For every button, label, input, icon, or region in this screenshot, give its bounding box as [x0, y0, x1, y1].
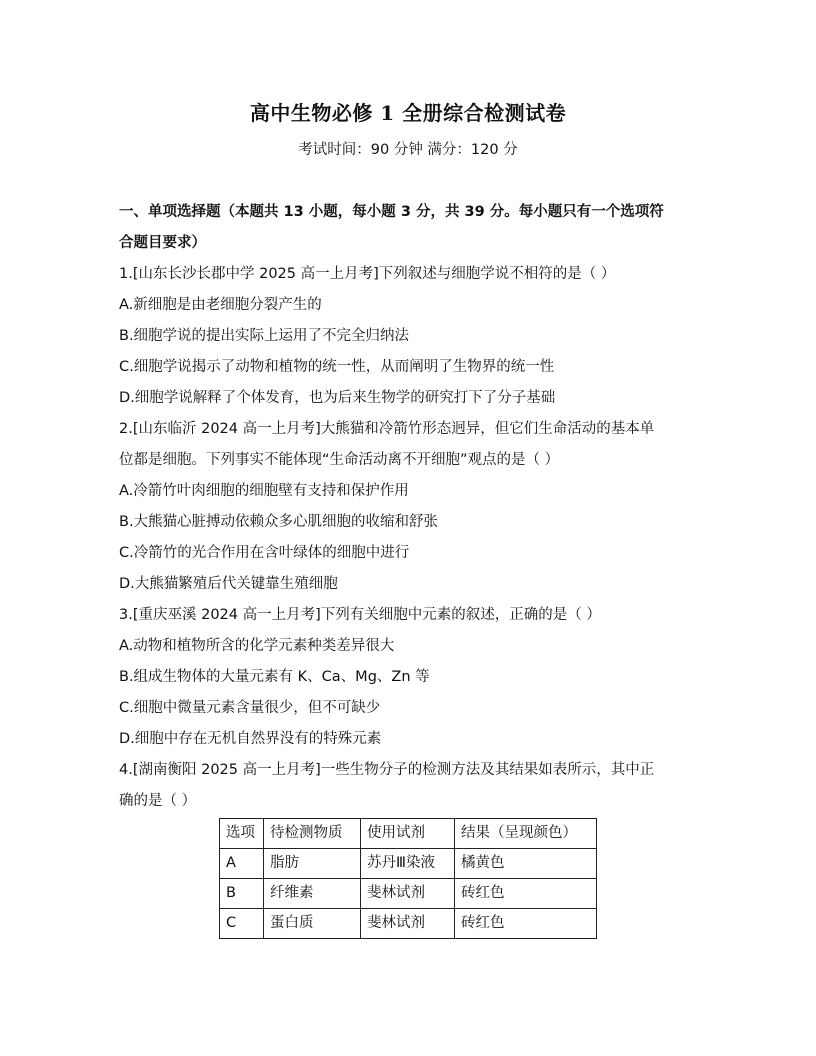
- table-header-cell: 使用试剂: [361, 819, 455, 849]
- table-cell: C: [220, 909, 264, 939]
- option-b: B.细胞学说的提出实际上运用了不完全归纳法: [119, 328, 410, 344]
- question-stem-continued: 位都是细胞。下列事实不能体现“生命活动离不开细胞”观点的是（ ）: [119, 452, 560, 468]
- table-cell: 纤维素: [264, 879, 361, 909]
- question-3: [119, 600, 709, 755]
- option-b: B.大熊猫心脏搏动依赖众多心肌细胞的收缩和舒张: [119, 514, 439, 530]
- table-cell: 砖红色: [455, 879, 597, 909]
- detection-results-table: [219, 818, 597, 939]
- table-header-cell: 结果（呈现颜色）: [455, 819, 597, 849]
- option-c: C.冷箭竹的光合作用在含叶绿体的细胞中进行: [119, 545, 410, 561]
- question-stem: 1.[山东长沙长郡中学 2025 高一上月考]下列叙述与细胞学说不相符的是（ ）: [119, 266, 616, 282]
- section-heading-line2: 合题目要求）: [119, 235, 206, 251]
- table-cell: B: [220, 879, 264, 909]
- section-heading-line1: 一、单项选择题（本题共 13 小题，每小题 3 分，共 39 分。每小题只有一个选项符: [119, 204, 664, 220]
- question-1: [119, 259, 709, 414]
- table-cell: 蛋白质: [264, 909, 361, 939]
- exam-info: 考试时间：90 分钟 满分：120 分: [298, 142, 518, 158]
- exam-title: 高中生物必修 1 全册综合检测试卷: [249, 101, 567, 125]
- question-stem: 4.[湖南衡阳 2025 高一上月考]一些生物分子的检测方法及其结果如表所示，其中正: [119, 762, 655, 778]
- table-header-row: [220, 819, 597, 849]
- table-cell: 斐林试剂: [361, 909, 455, 939]
- option-c: C.细胞学说揭示了动物和植物的统一性，从而阐明了生物界的统一性: [119, 359, 555, 375]
- table-row: [220, 879, 597, 909]
- question-4: [119, 755, 709, 817]
- option-d: D.大熊猫繁殖后代关键靠生殖细胞: [119, 576, 338, 592]
- exam-body: [119, 197, 709, 817]
- question-stem: 2.[山东临沂 2024 高一上月考]大熊猫和冷箭竹形态迥异，但它们生命活动的基本单: [119, 421, 655, 437]
- table-cell: 砖红色: [455, 909, 597, 939]
- question-stem-continued: 确的是（ ）: [119, 793, 197, 809]
- table-cell: 苏丹Ⅲ染液: [361, 849, 455, 879]
- option-a: A.冷箭竹叶肉细胞的细胞壁有支持和保护作用: [119, 483, 409, 499]
- question-stem: 3.[重庆巫溪 2024 高一上月考]下列有关细胞中元素的叙述，正确的是（ ）: [119, 607, 601, 623]
- option-b: B.组成生物体的大量元素有 K、Ca、Mg、Zn 等: [119, 669, 430, 685]
- table-row: [220, 849, 597, 879]
- table-header-cell: 选项: [220, 819, 264, 849]
- option-d: D.细胞中存在无机自然界没有的特殊元素: [119, 731, 382, 747]
- option-a: A.动物和植物所含的化学元素种类差异很大: [119, 638, 395, 654]
- option-a: A.新细胞是由老细胞分裂产生的: [119, 297, 322, 313]
- option-d: D.细胞学说解释了个体发育，也为后来生物学的研究打下了分子基础: [119, 390, 556, 406]
- table-row: [220, 909, 597, 939]
- table-cell: 橘黄色: [455, 849, 597, 879]
- table-header-cell: 待检测物质: [264, 819, 361, 849]
- option-c: C.细胞中微量元素含量很少，但不可缺少: [119, 700, 381, 716]
- table-cell: A: [220, 849, 264, 879]
- table-cell: 脂肪: [264, 849, 361, 879]
- table-cell: 斐林试剂: [361, 879, 455, 909]
- question-2: [119, 414, 709, 600]
